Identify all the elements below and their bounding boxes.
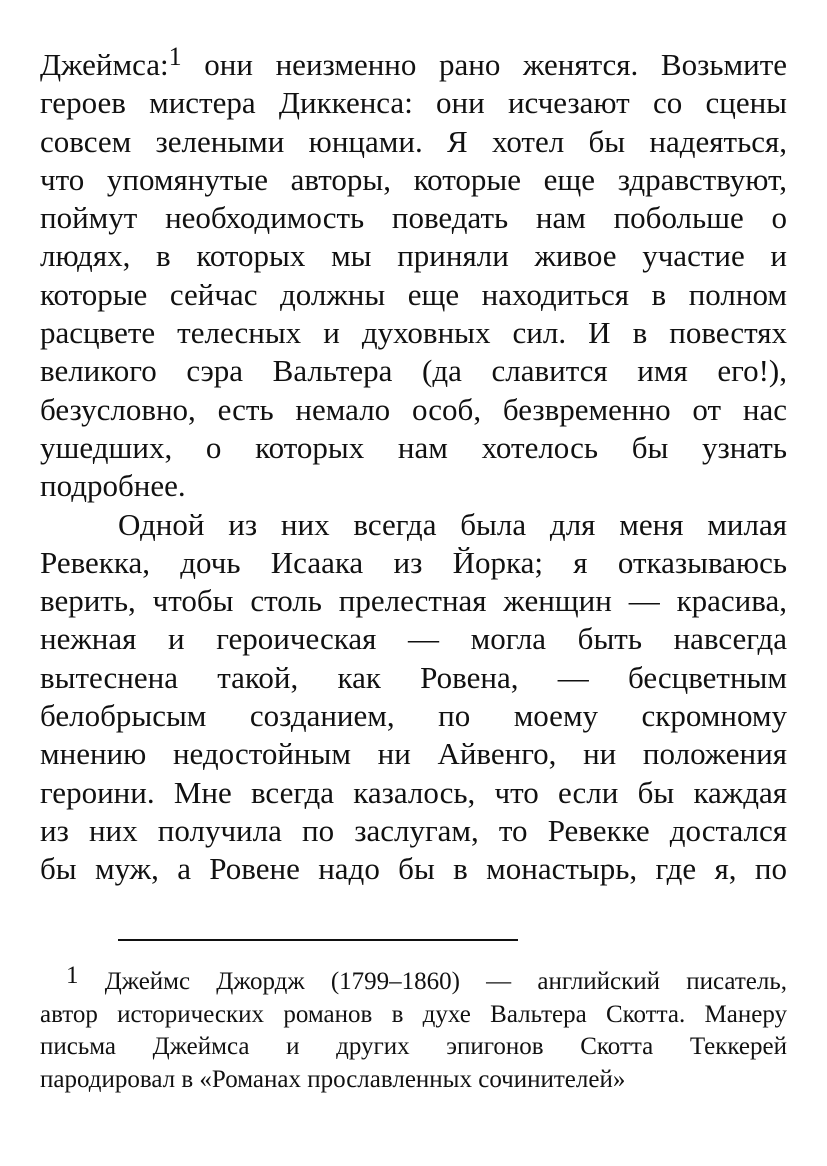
text-line: из них получила по заслугам, то Ревекке достался: [40, 812, 787, 848]
paragraph-start-line: Одной из них всегда была для меня милая: [118, 506, 787, 542]
footnote-line: автор исторических романов в духе Вальтера Скотта. Манеру: [40, 1000, 787, 1028]
footnote-line: пародировал в «Романах прославленных сочинителей»: [40, 1065, 626, 1093]
footnote: [40, 962, 788, 1096]
footnote-line: 1 Джеймс Джордж (1799–1860) — английский писатель,: [66, 962, 788, 995]
text-line: людях, в которых мы приняли живое участие и: [40, 238, 787, 274]
text-line: мнению недостойным ни Айвенго, ни положения: [40, 736, 787, 772]
text-line: белобрысым созданием, по моему скромному: [40, 698, 787, 734]
text-line: героини. Мне всегда казалось, что если бы каждая: [40, 774, 787, 810]
text-line: Джеймса:$^1$ они неизменно рано женятся. Возьмите: [40, 42, 788, 82]
text-line: расцвете телесных и духовных сил. И в повестях: [40, 315, 787, 351]
text-line: вытеснена такой, как Ровена, — бесцветным: [40, 659, 787, 695]
footnote-line: письма Джеймса и других эпигонов Скотта Теккерей: [40, 1033, 787, 1060]
text-line: совсем зелеными юнцами. Я хотел бы надеяться,: [40, 123, 787, 159]
text-line: бы муж, а Ровене надо бы в монастырь, где я, по: [40, 851, 787, 887]
footnote-number: 1: [66, 962, 79, 989]
text-line: верить, чтобы столь прелестная женщин — красива,: [40, 583, 787, 619]
text-line: героев мистера Диккенса: они исчезают со сцены: [40, 85, 787, 121]
text-line: великого сэра Вальтера (да славится имя его!),: [40, 353, 787, 389]
text-line: Ревекка, дочь Исаака из Йорка; я отказываюсь: [40, 544, 787, 580]
text-line: которые сейчас должны еще находиться в полном: [40, 276, 787, 312]
text-line: нежная и героическая — могла быть навсегда: [40, 621, 787, 657]
text-line: поймут необходимость поведать нам побольше о: [40, 200, 787, 236]
text-line: подробнее.: [40, 468, 186, 504]
text-line: что упомянутые авторы, которые еще здравствуют,: [40, 161, 787, 197]
main-text: [40, 42, 788, 889]
text-line: ушедших, о которых нам хотелось бы узнать: [40, 429, 787, 465]
text-line: безусловно, есть немало особ, безвременно от нас: [40, 391, 787, 427]
footnote-divider: [118, 939, 518, 941]
footnote-reference[interactable]: 1: [168, 42, 182, 71]
first-word: Джеймса:: [40, 47, 169, 82]
